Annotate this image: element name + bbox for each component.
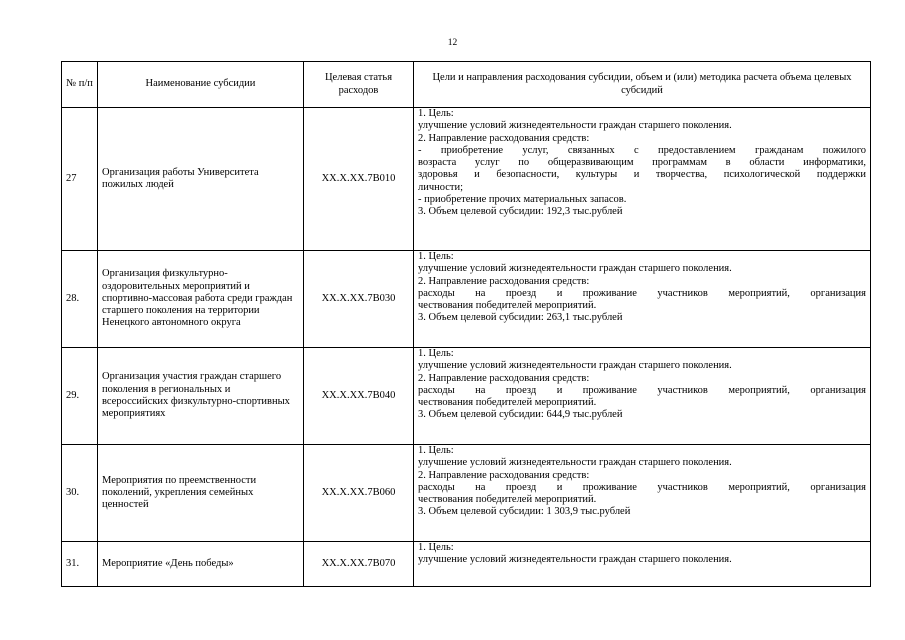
subsidy-name: Организация работы Университета пожилых людей [98, 108, 304, 251]
header-goals-directions: Цели и направления расходования субсидии, объем и (или) методика расчета объема целевых субсидий [414, 62, 871, 108]
description-line: улучшение условий жизнедеятельности граждан старшего поколения. [418, 554, 732, 566]
subsidy-name: Организация участия граждан старшего поколения в региональных и всероссийских физкультурно-спортивных мероприятиях [98, 348, 304, 445]
subsidy-name: Мероприятия по преемственности поколений, укрепления семейных ценностей [98, 445, 304, 542]
description-line: 2. Направление расходования средств: [418, 372, 590, 384]
page-number: 12 [447, 38, 458, 48]
header-number: № п/п [62, 62, 98, 108]
description-line: 1. Цель: [418, 445, 454, 456]
description-line: 1. Цель: [418, 542, 454, 553]
table-row [62, 348, 871, 445]
subsidy-name: Мероприятие «День победы» [98, 542, 304, 587]
description-line: улучшение условий жизнедеятельности граждан старшего поколения. [418, 360, 732, 372]
table-row [62, 251, 871, 348]
description-line: 1. Цель: [418, 251, 454, 262]
table-row [62, 542, 871, 587]
description-line: - приобретение услуг, связанных с предоставлением гражданам пожилого [418, 144, 866, 156]
description-line: 1. Цель: [418, 348, 454, 359]
description-line: расходы на проезд и проживание участников мероприятий, организация [418, 384, 866, 396]
description-line: чествования победителей мероприятий. [418, 300, 597, 312]
target-article-code: XX.X.XX.7B060 [304, 445, 414, 542]
subsidy-description [414, 108, 871, 251]
description-line: расходы на проезд и проживание участников мероприятий, организация [418, 287, 866, 299]
description-line: 3. Объем целевой субсидии: 263,1 тыс.рублей [418, 312, 623, 324]
table-row [62, 445, 871, 542]
description-line: 3. Объем целевой субсидии: 192,3 тыс.рублей [418, 206, 623, 218]
row-number: 29. [62, 348, 98, 445]
description-line: чествования победителей мероприятий. [418, 494, 597, 506]
description-line: чествования победителей мероприятий. [418, 397, 597, 409]
table-header-row [62, 62, 871, 108]
description-line: 1. Цель: [418, 108, 454, 119]
row-number: 27 [62, 108, 98, 251]
subsidy-description [414, 348, 871, 445]
target-article-code: XX.X.XX.7B010 [304, 108, 414, 251]
table-row [62, 108, 871, 251]
subsidies-table [61, 61, 871, 587]
description-line: 2. Направление расходования средств: [418, 275, 590, 287]
description-line: расходы на проезд и проживание участников мероприятий, организация [418, 481, 866, 493]
description-line: - приобретение прочих материальных запасов. [418, 194, 627, 206]
description-line: личности; [418, 181, 464, 193]
row-number: 28. [62, 251, 98, 348]
description-line: улучшение условий жизнедеятельности граждан старшего поколения. [418, 457, 732, 469]
target-article-code: XX.X.XX.7B040 [304, 348, 414, 445]
subsidy-description [414, 542, 871, 587]
subsidy-description [414, 251, 871, 348]
description-line: 3. Объем целевой субсидии: 644,9 тыс.рублей [418, 409, 623, 421]
target-article-code: XX.X.XX.7B070 [304, 542, 414, 587]
target-article-code: XX.X.XX.7B030 [304, 251, 414, 348]
description-line: улучшение условий жизнедеятельности граждан старшего поколения. [418, 120, 732, 132]
description-line: 2. Направление расходования средств: [418, 469, 590, 481]
row-number: 30. [62, 445, 98, 542]
header-subsidy-name: Наименование субсидии [98, 62, 304, 108]
description-line: 2. Направление расходования средств: [418, 132, 590, 144]
subsidy-description [414, 445, 871, 542]
subsidy-name: Организация физкультурно-оздоровительных мероприятий и спортивно-массовая работа среди граждан старшего поколения на территории Ненецкого автономного округа [98, 251, 304, 348]
description-line: 3. Объем целевой субсидии: 1 303,9 тыс.рублей [418, 506, 631, 518]
description-line: возраста услуг по общеразвивающим программам в области информатики, [418, 157, 866, 169]
header-target-article: Целевая статья расходов [304, 62, 414, 108]
description-line: улучшение условий жизнедеятельности граждан старшего поколения. [418, 263, 732, 275]
row-number: 31. [62, 542, 98, 587]
description-line: здоровья и безопасности, культуры и творчества, психологической поддержки [418, 169, 866, 181]
